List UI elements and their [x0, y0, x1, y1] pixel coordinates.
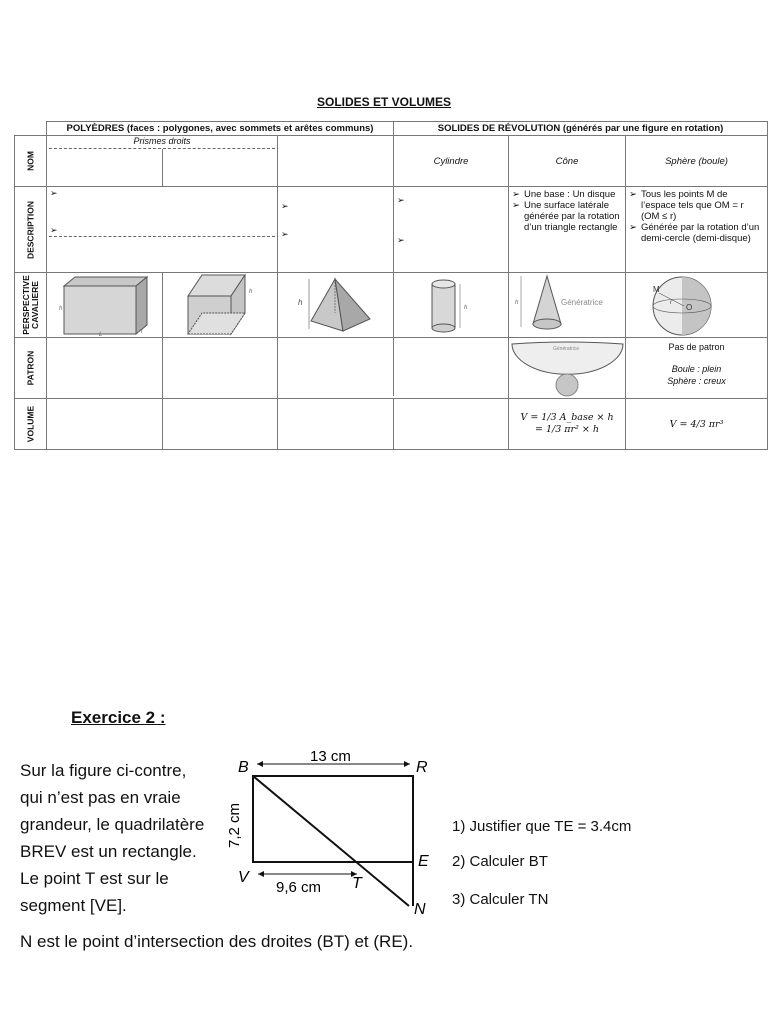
- sphere-volume-formula: V = 4/3 πr³: [626, 399, 768, 450]
- cone-desc-2: Une surface latérale générée par la rotation d’un triangle rectangle: [523, 200, 620, 233]
- svg-text:M: M: [653, 285, 660, 294]
- name-sphere: Sphère (boule): [626, 136, 768, 187]
- svg-text:L: L: [99, 332, 103, 337]
- point-b: B: [238, 759, 249, 776]
- polyedres-header: POLYÈDRES (faces : polygones, avec sommets et arêtes communs): [47, 122, 394, 136]
- svg-text:Génératrice: Génératrice: [561, 298, 603, 307]
- exercise-title: Exercice 2 :: [71, 708, 166, 727]
- cylindre-drawing: [394, 273, 509, 338]
- question-3: 3) Calculer TN: [452, 891, 549, 908]
- row-label-perspective: PERSPECTIVE CAVALIERE: [15, 273, 47, 338]
- sphere-creux: Sphère : creux: [667, 376, 726, 386]
- sphere-drawing: [626, 273, 768, 338]
- br-length: 13 cm: [310, 748, 351, 765]
- rectangle-figure: [222, 748, 434, 920]
- cone-volume-formula: V = 1/3 A_base × h = 1/3 πr² × h: [509, 399, 626, 450]
- svg-text:Génératrice: Génératrice: [553, 346, 580, 352]
- cone-patron-drawing: [509, 338, 626, 399]
- svg-text:l: l: [141, 329, 143, 335]
- revolution-header: SOLIDES DE RÉVOLUTION (générés par une figure en rotation): [394, 122, 768, 136]
- point-v: V: [238, 869, 249, 886]
- point-e: E: [418, 853, 429, 870]
- svg-text:r: r: [670, 300, 673, 306]
- bullet: ➢: [281, 229, 289, 239]
- point-r: R: [416, 759, 428, 776]
- sphere-description: ➢ Tous les points M de l’espace tels que OM = r (OM ≤ r) ➢ Générée par la rotation d’un demi-cercle (demi-disque): [626, 187, 768, 273]
- cone-description: ➢ Une base : Un disque ➢ Une surface latérale générée par la rotation d’un triangle rectangle: [509, 187, 626, 273]
- pave-drawing: [47, 273, 163, 338]
- bullet: ➢: [397, 235, 405, 245]
- svg-text:h: h: [59, 306, 63, 312]
- bullet: ➢: [50, 188, 58, 198]
- exercise-last-line: N est le point d’intersection des droites (BT) et (RE).: [20, 932, 414, 951]
- row-label-description: DESCRIPTION: [15, 187, 47, 273]
- prismes-cell: [47, 136, 278, 187]
- prismes-droits-label: Prismes droits: [133, 136, 191, 146]
- pyramide-drawing: [278, 273, 394, 338]
- point-t: T: [352, 875, 362, 892]
- solids-table: [14, 121, 768, 450]
- row-label-nom: NOM: [15, 136, 47, 187]
- page-title: SOLIDES ET VOLUMES: [316, 95, 451, 109]
- row-label-volume: VOLUME: [15, 399, 47, 450]
- bullet: ➢: [397, 195, 405, 205]
- svg-text:h: h: [249, 289, 253, 295]
- bullet: ➢: [50, 225, 58, 235]
- prismes-desc-cell: [47, 187, 278, 273]
- vt-length: 9,6 cm: [276, 879, 322, 896]
- svg-text:h: h: [298, 298, 303, 307]
- name-cylindre: Cylindre: [394, 136, 509, 187]
- sphere-desc-2: Générée par la rotation d’un demi-cercle (demi-disque): [640, 222, 760, 244]
- bv-length: 7,2 cm: [226, 802, 243, 848]
- svg-text:h: h: [515, 300, 519, 306]
- cone-drawing: [509, 273, 626, 338]
- exercise-statement: Sur la figure ci-contre, qui n’est pas en vraie grandeur, le quadrilatère BREV est un rectangle. Le point T est sur le segment [VE].: [20, 761, 205, 915]
- pas-de-patron: Pas de patron: [668, 342, 725, 352]
- svg-text:h: h: [464, 305, 468, 311]
- svg-text:O: O: [686, 303, 693, 312]
- question-1: 1) Justifier que TE = 3.4cm: [452, 818, 632, 835]
- question-2: 2) Calculer BT: [452, 853, 548, 870]
- sphere-desc-1: Tous les points M de l’espace tels que OM = r (OM ≤ r): [640, 189, 744, 222]
- boule-plein: Boule : plein: [671, 364, 722, 374]
- name-cone: Cône: [509, 136, 626, 187]
- point-n: N: [414, 901, 426, 918]
- sphere-patron-cell: [626, 338, 768, 399]
- bullet: ➢: [281, 201, 289, 211]
- row-label-patron: PATRON: [15, 338, 47, 399]
- prism-triangle-drawing: [163, 273, 278, 338]
- cone-desc-1: Une base : Un disque: [523, 189, 616, 200]
